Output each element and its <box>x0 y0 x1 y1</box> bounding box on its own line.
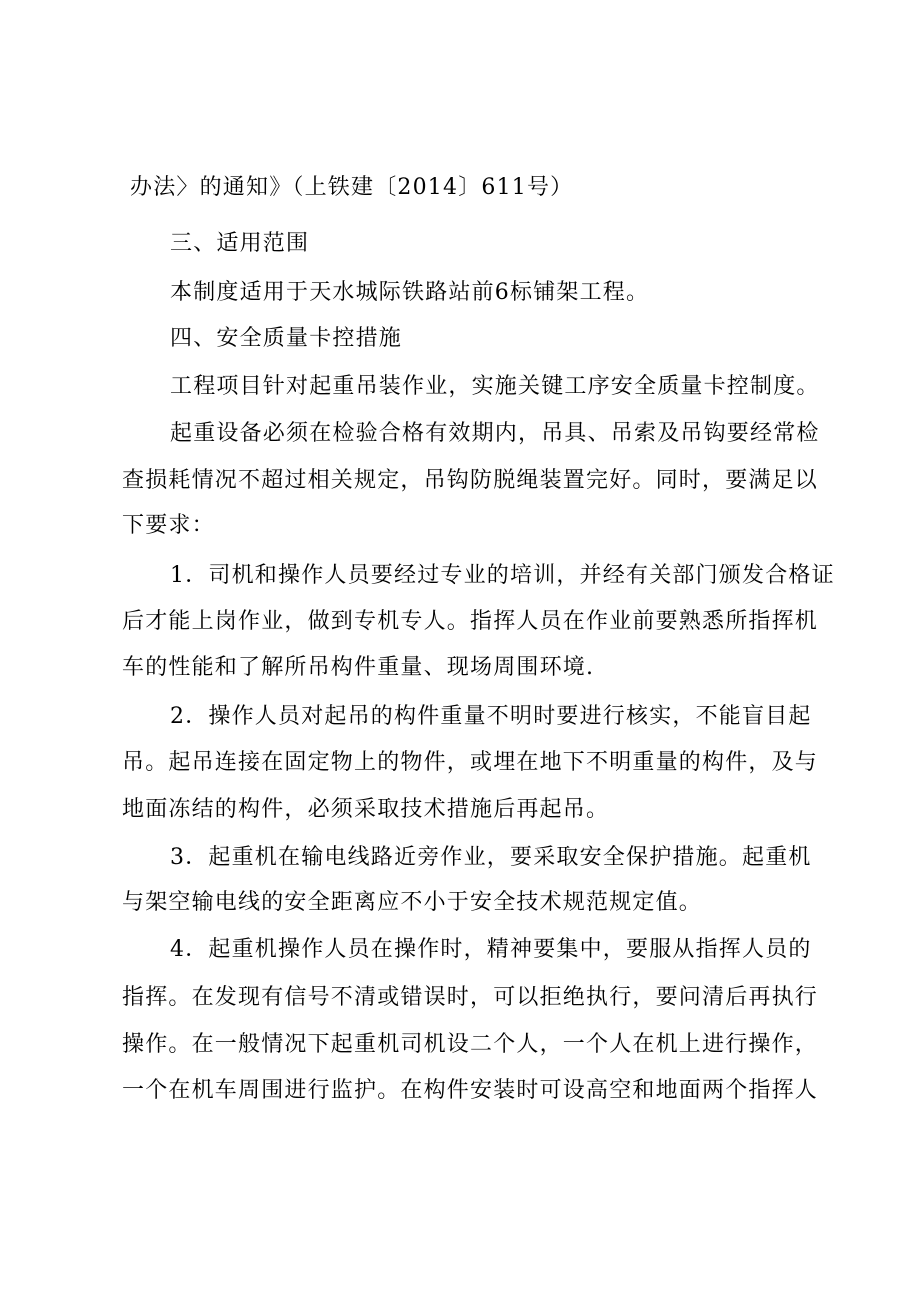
list-item-3-line-2: 与架空输电线的安全距离应不小于安全技术规范规定值。 <box>122 890 703 915</box>
list-item-1-line-3: 车的性能和了解所吊构件重量、现场周围环境. <box>122 655 595 680</box>
paragraph-equipment-line-3: 下要求： <box>122 513 215 538</box>
list-item-1-line-1: 1．司机和操作人员要经过专业的培训，并经有关部门颁发合格证 <box>170 563 835 588</box>
section-heading-scope: 三、适用范围 <box>170 231 310 256</box>
list-item-4-line-2: 指挥。在发现有信号不清或错误时，可以拒绝执行，要问清后再执行 <box>122 985 819 1010</box>
list-item-4-line-1: 4．起重机操作人员在操作时，精神要集中，要服从指挥人员的 <box>170 937 812 962</box>
list-item-4-line-3: 操作。在一般情况下起重机司机设二个人，一个人在机上进行操作， <box>122 1032 819 1057</box>
list-item-1-line-2: 后才能上岗作业，做到专机专人。指挥人员在作业前要熟悉所指挥机 <box>122 609 819 634</box>
text-line-notice-reference: 办法〉的通知》（上铁建〔2014〕611号） <box>130 175 574 200</box>
list-item-2-line-1: 2．操作人员对起吊的构件重量不明时要进行核实，不能盲目起 <box>170 704 812 729</box>
list-item-4-line-4: 一个在机车周围进行监护。在构件安装时可设高空和地面两个指挥人 <box>122 1078 819 1103</box>
list-item-3-line-1: 3．起重机在输电线路近旁作业，要采取安全保护措施。起重机 <box>170 845 812 870</box>
paragraph-equipment-line-1: 起重设备必须在检验合格有效期内，吊具、吊索及吊钩要经常检 <box>170 421 820 446</box>
paragraph-scope: 本制度适用于天水城际铁路站前6标铺架工程。 <box>170 280 650 305</box>
list-item-2-line-2: 吊。起吊连接在固定物上的物件，或埋在地下不明重量的构件，及与 <box>122 750 819 775</box>
list-item-2-line-3: 地面冻结的构件，必须采取技术措施后再起吊。 <box>122 797 610 822</box>
paragraph-measures-intro: 工程项目针对起重吊装作业，实施关键工序安全质量卡控制度。 <box>170 374 820 399</box>
section-heading-measures: 四、安全质量卡控措施 <box>170 326 403 351</box>
paragraph-equipment-line-2: 查损耗情况不超过相关规定，吊钩防脱绳装置完好。同时，要满足以 <box>122 468 819 493</box>
